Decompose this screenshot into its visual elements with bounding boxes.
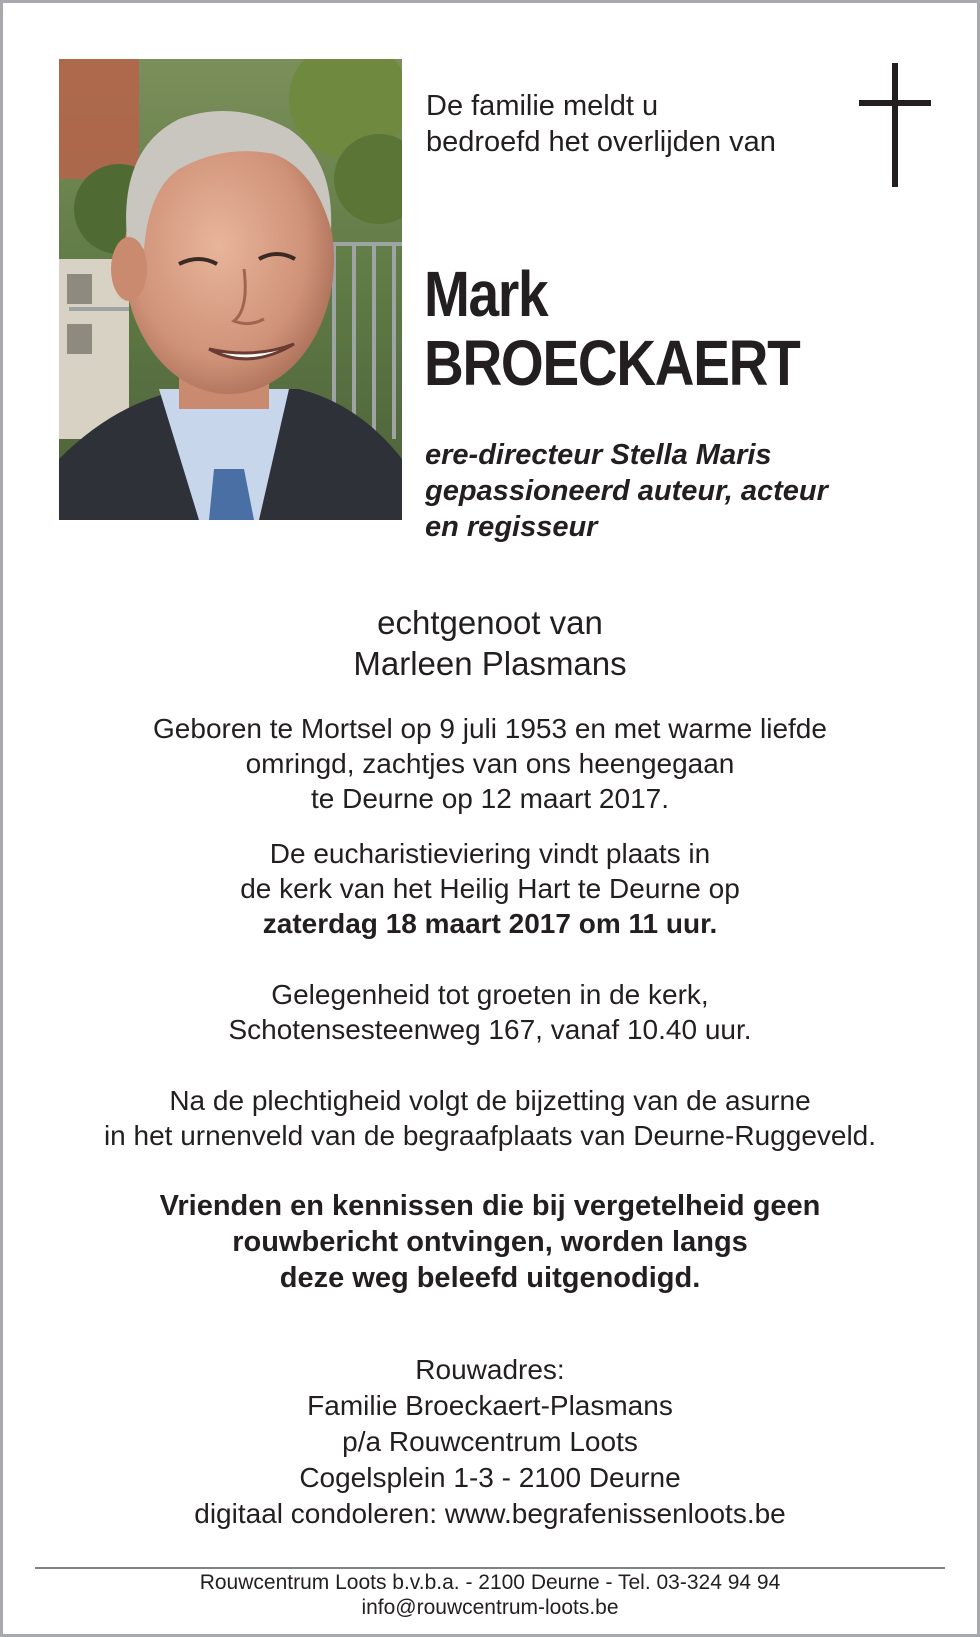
address-street: Cogelsplein 1-3 - 2100 Deurne <box>299 1462 681 1493</box>
burial-line: in het urnenveld van de begraafplaats van Deurne-Ruggeveld. <box>103 1120 877 1151</box>
deceased-first-name: Mark <box>424 258 548 330</box>
role-line: gepassioneerd auteur, acteur <box>425 475 828 507</box>
visitation-line: Schotensesteenweg 167, vanaf 10.40 uur. <box>228 1014 752 1045</box>
footer-divider <box>35 1567 945 1569</box>
portrait-photo <box>59 59 402 520</box>
footer-contact-line: Rouwcentrum Loots b.v.b.a. - 2100 Deurne - Tel. 03-324 94 94 <box>199 1571 781 1594</box>
role-line: ere-directeur Stella Maris <box>425 439 772 471</box>
visitation-line: Gelegenheid tot groeten in de kerk, <box>271 979 709 1010</box>
birth-death-paragraph <box>0 711 980 816</box>
address-condolence-link[interactable]: digitaal condoleren: www.begrafenissenloots.be <box>194 1498 786 1529</box>
mourning-address <box>0 1352 980 1532</box>
invitation-line: deze weg beleefd uitgenodigd. <box>279 1262 701 1294</box>
service-date-time: zaterdag 18 maart 2017 om 11 uur. <box>262 908 718 939</box>
birth-death-line: Geboren te Mortsel op 9 juli 1953 en met warme liefde <box>153 713 827 744</box>
service-line-1: De eucharistieviering vindt plaats in <box>269 838 711 869</box>
address-label: Rouwadres: <box>415 1354 565 1385</box>
birth-death-line: omringd, zachtjes van ons heengegaan <box>245 748 735 779</box>
birth-death-line: te Deurne op 12 maart 2017. <box>310 783 669 814</box>
deceased-last-name: BROECKAERT <box>424 327 800 399</box>
footer-email[interactable]: info@rouwcentrum-loots.be <box>361 1596 619 1619</box>
funeral-home-footer <box>0 1570 980 1620</box>
service-paragraph <box>0 836 980 941</box>
cross-horizontal-bar <box>859 100 931 106</box>
address-family: Familie Broeckaert-Plasmans <box>307 1390 673 1421</box>
cross-icon <box>859 63 931 187</box>
burial-line: Na de plechtigheid volgt de bijzetting van de asurne <box>169 1085 811 1116</box>
service-line-2: de kerk van het Heilig Hart te Deurne op <box>240 873 740 904</box>
spouse-label: echtgenoot van <box>377 604 603 641</box>
invitation-line: Vrienden en kennissen die bij vergetelheid geen <box>159 1190 821 1222</box>
role-line: en regisseur <box>425 511 598 543</box>
cross-vertical-bar <box>892 63 898 187</box>
spouse-name: Marleen Plasmans <box>353 645 627 682</box>
intro-line-2: bedroefd het overlijden van <box>426 126 776 158</box>
invitation-line: rouwbericht ontvingen, worden langs <box>232 1226 748 1258</box>
intro-line-1: De familie meldt u <box>426 90 659 122</box>
announcement-intro <box>426 88 776 160</box>
invitation-paragraph <box>0 1188 980 1296</box>
deceased-roles <box>425 437 828 545</box>
visitation-paragraph <box>0 977 980 1047</box>
spouse-section <box>0 602 980 684</box>
burial-paragraph <box>0 1083 980 1153</box>
address-care-of: p/a Rouwcentrum Loots <box>342 1426 638 1457</box>
